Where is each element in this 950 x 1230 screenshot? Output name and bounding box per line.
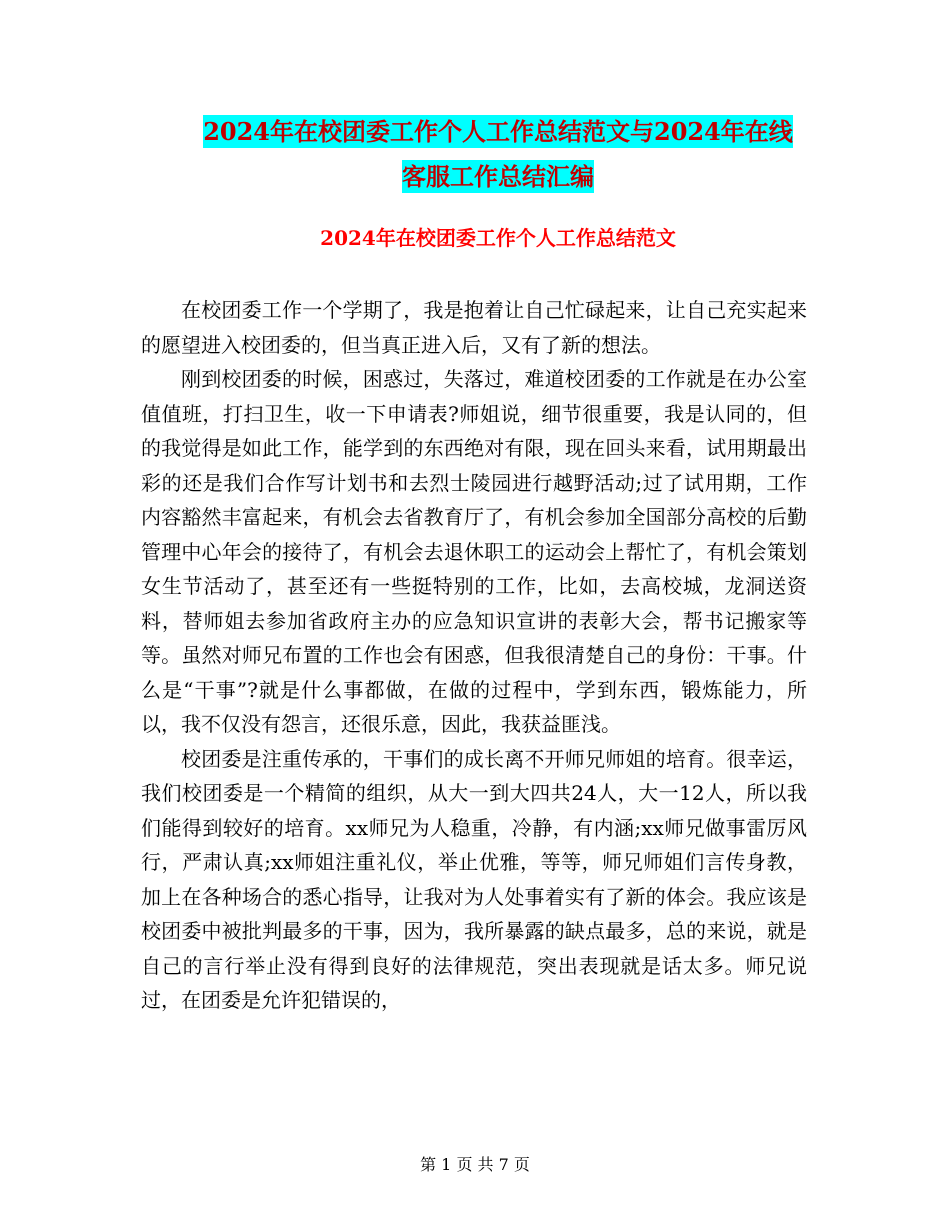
- paragraph: 校团委是注重传承的，干事们的成长离不开师兄师姐的培育。很幸运，我们校团委是一个精简的组织，从大一到大四共24人，大一12人，所以我们能得到较好的培育。xx师兄为人稳重，冷静，有内涵;xx师兄做事雷厉风行，严肃认真;xx师姐注重礼仪，举止优雅，等等，师兄师姐们言传身教，加上在各种场合的悉心指导，让我对为人处事着实有了新的体会。我应该是校团委中被批判最多的干事，因为，我所暴露的缺点最多，总的来说，就是自己的言行举止没有得到良好的法律规范，突出表现就是话太多。师兄说过，在团委是允许犯错误的，: [141, 746, 807, 1012]
- section-title: 2024年在校团委工作个人工作总结范文: [320, 226, 676, 250]
- paragraph: 刚到校团委的时候，困惑过，失落过，难道校团委的工作就是在办公室值值班，打扫卫生，收一下申请表?师姐说，细节很重要，我是认同的，但的我觉得是如此工作，能学到的东西绝对有限，现在回头来看，试用期最出彩的还是我们合作写计划书和去烈士陵园进行越野活动;过了试用期，工作内容豁然丰富起来，有机会去省教育厅了，有机会参加全国部分高校的后勤管理中心年会的接待了，有机会去退休职工的运动会上帮忙了，有机会策划女生节活动了，甚至还有一些挺特别的工作，比如，去高校城，龙洞送资料，替师姐去参加省政府主办的应急知识宣讲的表彰大会，帮书记搬家等等。虽然对师兄布置的工作也会有困惑，但我很清楚自己的身份：干事。什么是“干事”?就是什么事都做，在做的过程中，学到东西，锻炼能力，所以，我不仅没有怨言，还很乐意，因此，我获益匪浅。: [141, 367, 807, 736]
- body-text: [141, 293, 807, 1018]
- document-title-line-2: 客服工作总结汇编: [402, 162, 594, 191]
- document-title-line-1: 2024年在校团委工作个人工作总结范文与2024年在线: [203, 117, 793, 146]
- document-title: [140, 109, 856, 199]
- page-footer: 第 1 页 共 7 页: [420, 1155, 530, 1174]
- paragraph: 在校团委工作一个学期了，我是抱着让自己忙碌起来，让自己充实起来的愿望进入校团委的，但当真正进入后，又有了新的想法。: [141, 298, 807, 357]
